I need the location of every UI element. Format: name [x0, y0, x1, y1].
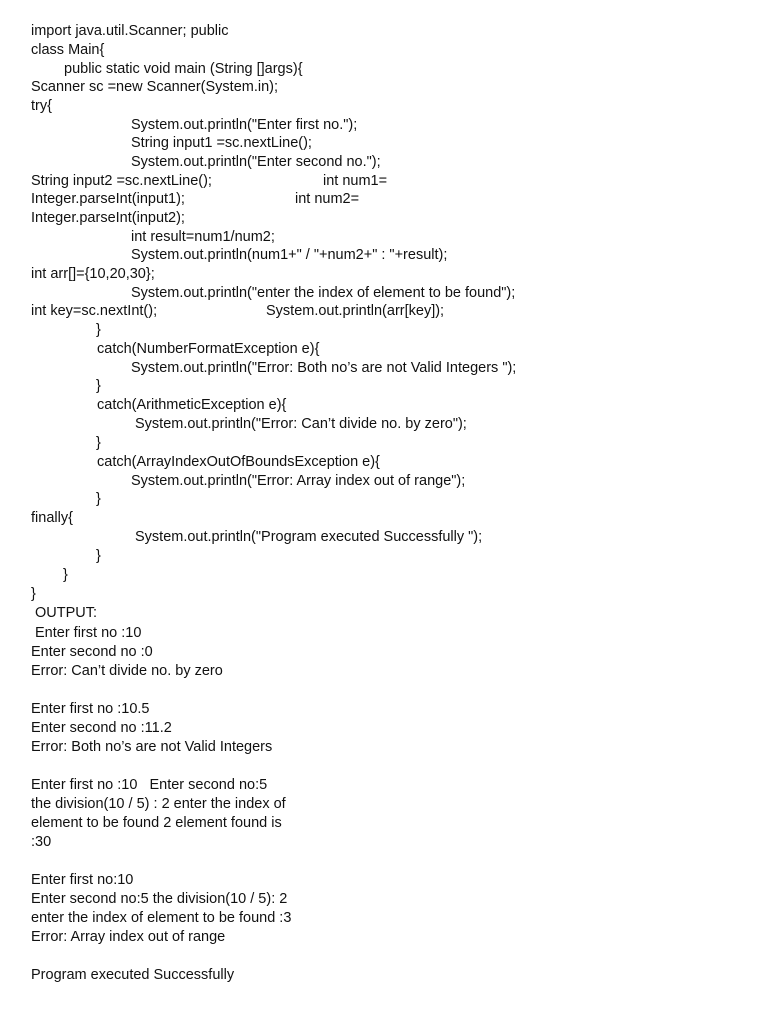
output-line: Enter second no :0: [31, 644, 153, 660]
output-line: :30: [31, 834, 52, 850]
code-line: Integer.parseInt(input2);: [31, 210, 185, 226]
code-line: }: [96, 491, 101, 507]
output-line: Enter first no :10: [35, 625, 142, 641]
output-line: Enter second no:5 the division(10 / 5): 2: [31, 891, 288, 907]
code-line: System.out.println("Error: Both no’s are not Valid Integers ");: [131, 360, 517, 376]
code-line: catch(ArrayIndexOutOfBoundsException e){: [97, 454, 380, 470]
code-line: catch(NumberFormatException e){: [97, 341, 320, 357]
output-line: enter the index of element to be found :3: [31, 910, 292, 926]
output-line: Error: Can’t divide no. by zero: [31, 663, 223, 679]
code-line: }: [96, 378, 101, 394]
output-line: Enter first no:10: [31, 872, 134, 888]
code-line: int result=num1/num2;: [131, 229, 275, 245]
code-line: Integer.parseInt(input1);: [31, 191, 185, 207]
output-line: Enter first no :10 Enter second no:5: [31, 777, 268, 793]
output-line: Error: Both no’s are not Valid Integers: [31, 739, 273, 755]
code-line: }: [96, 548, 101, 564]
code-line: catch(ArithmeticException e){: [97, 397, 287, 413]
code-line: import java.util.Scanner; public: [31, 23, 229, 39]
code-line: public static void main (String []args){: [64, 61, 303, 77]
code-line: System.out.println("Program executed Successfully ");: [135, 529, 483, 545]
code-line: System.out.println("Error: Array index out of range");: [131, 473, 466, 489]
code-line: }: [31, 586, 36, 602]
code-line: finally{: [31, 510, 73, 526]
code-line: }: [96, 435, 101, 451]
code-line: System.out.println("Error: Can’t divide no. by zero");: [135, 416, 467, 432]
output-line: the division(10 / 5) : 2 enter the index of: [31, 796, 286, 812]
output-line: Program executed Successfully: [31, 967, 235, 983]
code-line: try{: [31, 98, 52, 114]
code-line: System.out.println(arr[key]);: [266, 303, 445, 319]
output-line: element to be found 2 element found is: [31, 815, 282, 831]
output-heading: OUTPUT:: [35, 605, 98, 621]
code-line: int num2=: [295, 191, 360, 207]
code-line: }: [96, 322, 101, 338]
code-line: int arr[]={10,20,30};: [31, 266, 155, 282]
output-line: Enter second no :11.2: [31, 720, 172, 736]
code-line: System.out.println(num1+" / "+num2+" : "+result);: [131, 247, 448, 263]
code-line: String input1 =sc.nextLine();: [131, 135, 312, 151]
code-line: System.out.println("Enter first no.");: [131, 117, 358, 133]
code-line: class Main{: [31, 42, 105, 58]
code-line: int num1=: [323, 173, 388, 189]
code-line: int key=sc.nextInt();: [31, 303, 158, 319]
output-line: Error: Array index out of range: [31, 929, 226, 945]
code-line: String input2 =sc.nextLine();: [31, 173, 212, 189]
code-line: }: [63, 567, 68, 583]
code-line: System.out.println("enter the index of element to be found");: [131, 285, 516, 301]
code-line: System.out.println("Enter second no.");: [131, 154, 381, 170]
output-line: Enter first no :10.5: [31, 701, 150, 717]
code-line: Scanner sc =new Scanner(System.in);: [31, 79, 279, 95]
